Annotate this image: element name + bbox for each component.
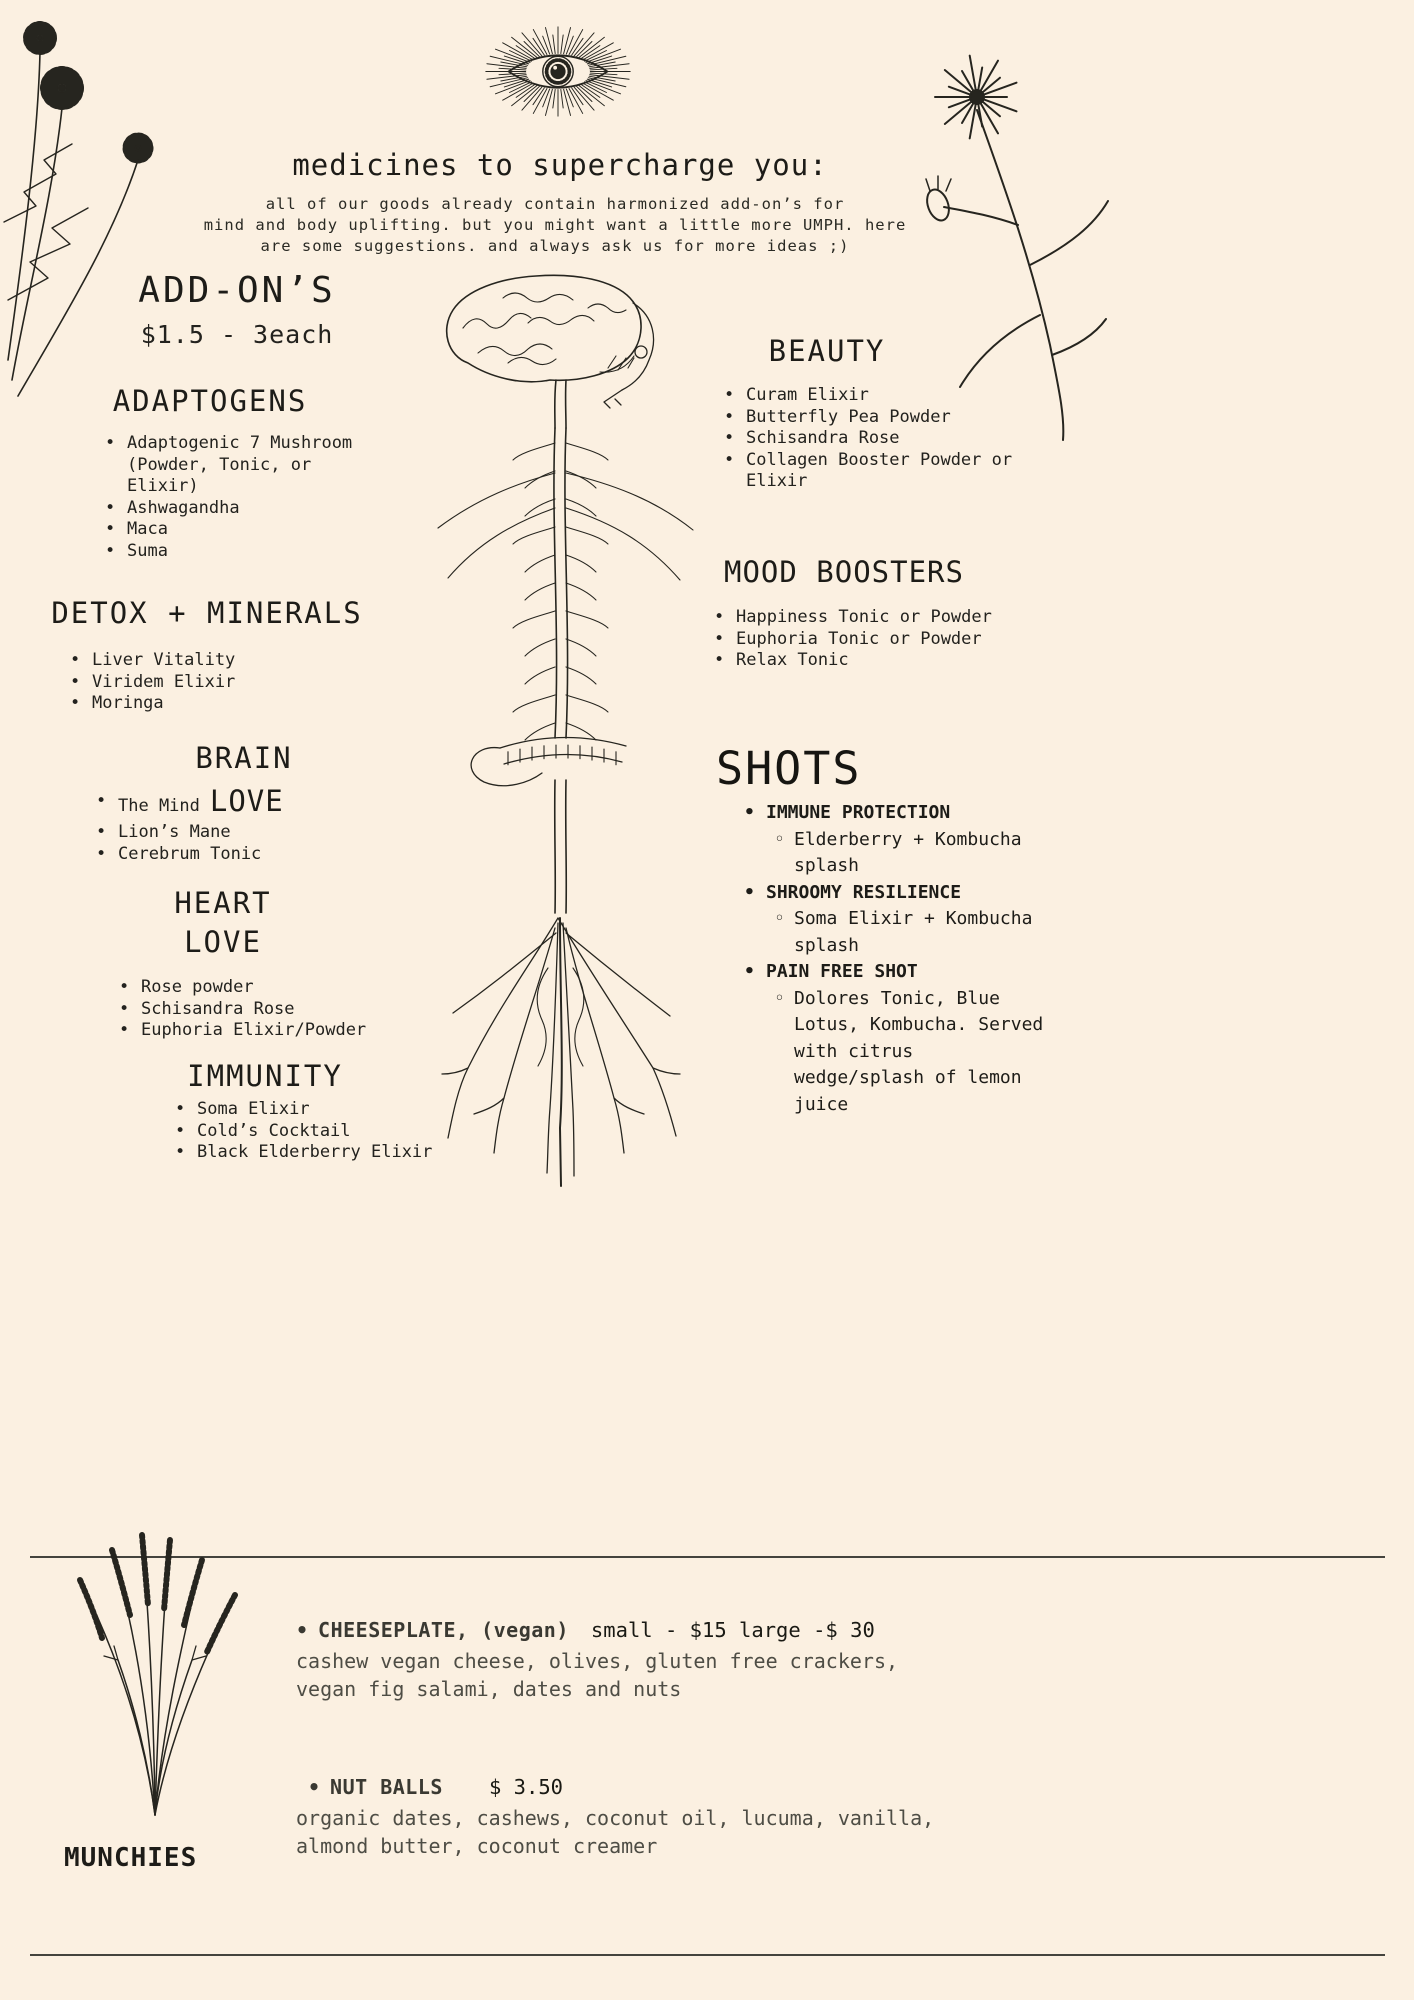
- list-item: • Ashwagandha: [103, 498, 391, 520]
- all-seeing-eye-icon: [482, 24, 634, 119]
- section-title-beauty: BEAUTY: [768, 334, 886, 368]
- list-item: • Lion’s Mane: [94, 822, 284, 844]
- shots-list: [744, 800, 1046, 1118]
- intro-paragraph: [170, 194, 940, 257]
- herb-plant-icon: [50, 1520, 260, 1820]
- munchies-item-desc: organic dates, cashews, coconut oil, lucuma, vanilla, almond butter, coconut creamer: [296, 1806, 935, 1858]
- munchies-item-price: small - $15 large -$ 30: [590, 1618, 875, 1642]
- addons-price: $1.5 - 3each: [140, 320, 334, 349]
- detox-list: [68, 650, 235, 715]
- mood-list: [712, 607, 992, 672]
- intro-line: mind and body uplifting. but you might want a little more UMPH. here: [203, 216, 907, 234]
- brain-list: [94, 786, 284, 865]
- list-item: • Moringa: [68, 693, 235, 715]
- list-item: • Collagen Booster Powder or Elixir: [722, 450, 1020, 493]
- list-item: • Schisandra Rose: [722, 428, 1020, 450]
- munchies-item-name: CHEESEPLATE, (vegan): [318, 1618, 569, 1642]
- bullet-icon: •: [308, 1775, 321, 1799]
- section-title-heart-love: LOVE: [184, 925, 262, 959]
- munchies-item-header: [296, 1618, 941, 1642]
- list-item: • Suma: [103, 541, 391, 563]
- list-item: • Schisandra Rose: [117, 999, 366, 1021]
- section-title-shots: SHOTS: [716, 742, 862, 795]
- list-item: • Soma Elixir: [173, 1099, 432, 1121]
- munchies-item-price: $ 3.50: [488, 1775, 564, 1799]
- list-item: • Happiness Tonic or Powder: [712, 607, 992, 629]
- list-item: • Euphoria Tonic or Powder: [712, 629, 992, 651]
- list-item: • Viridem Elixir: [68, 672, 235, 694]
- shot-item: [744, 800, 1046, 880]
- immunity-list: [173, 1099, 432, 1164]
- brain-spine-illustration-icon: [408, 268, 723, 1198]
- shot-name: • PAIN FREE SHOT: [766, 961, 918, 982]
- list-item: • Curam Elixir: [722, 385, 1020, 407]
- list-item-text: The Mind: [118, 796, 200, 816]
- section-title-adaptogens: ADAPTOGENS: [112, 384, 308, 418]
- section-title-immunity: IMMUNITY: [187, 1059, 343, 1093]
- intro-line: all of our goods already contain harmonized add-on’s for: [265, 195, 845, 213]
- munchies-item-desc: cashew vegan cheese, olives, gluten free crackers, vegan fig salami, dates and nuts: [296, 1649, 899, 1701]
- shot-item: [744, 959, 1046, 1118]
- shot-desc: ◦ Dolores Tonic, Blue Lotus, Kombucha. Served with citrus wedge/splash of lemon juice: [766, 986, 1046, 1119]
- shot-item: [744, 880, 1046, 960]
- brain-love-word: LOVE: [209, 784, 284, 818]
- bullet-icon: •: [296, 1618, 309, 1642]
- shot-name: • SHROOMY RESILIENCE: [766, 881, 962, 903]
- addons-title: ADD-ON’S: [138, 270, 336, 311]
- section-title-heart: HEART: [174, 886, 272, 920]
- munchies-title: MUNCHIES: [64, 1843, 198, 1873]
- munchies-item-cheeseplate: [296, 1618, 941, 1703]
- divider-line: [30, 1954, 1385, 1956]
- list-item: • Cold’s Cocktail: [173, 1121, 432, 1143]
- list-item: • Black Elderberry Elixir: [173, 1142, 432, 1164]
- adaptogens-list: [103, 433, 391, 562]
- list-item: • Rose powder: [117, 977, 366, 999]
- list-item: • Maca: [103, 519, 391, 541]
- list-item: • Liver Vitality: [68, 650, 235, 672]
- list-item: • Butterfly Pea Powder: [722, 407, 1020, 429]
- section-title-detox: DETOX + MINERALS: [51, 596, 363, 630]
- list-item: • Adaptogenic 7 Mushroom (Powder, Tonic, or Elixir): [103, 433, 391, 498]
- list-item: • Relax Tonic: [712, 650, 992, 672]
- section-title-mood: MOOD BOOSTERS: [724, 555, 964, 589]
- list-item: • Cerebrum Tonic: [94, 844, 284, 866]
- section-title-brain: BRAIN: [195, 741, 293, 775]
- munchies-item-nutballs: [296, 1775, 941, 1860]
- page-title: medicines to supercharge you:: [292, 148, 828, 182]
- shot-desc: ◦ Soma Elixir + Kombucha splash: [766, 906, 1046, 959]
- shot-desc: ◦ Elderberry + Kombucha splash: [766, 827, 1046, 880]
- beauty-list: [722, 385, 1020, 493]
- intro-line: are some suggestions. and always ask us for more ideas ;): [260, 237, 850, 255]
- shot-name: • IMMUNE PROTECTION: [766, 802, 951, 823]
- heart-list: [117, 977, 366, 1042]
- munchies-item-name: NUT BALLS: [330, 1775, 443, 1799]
- list-item: • Euphoria Elixir/Powder: [117, 1020, 366, 1042]
- munchies-item-header: [296, 1775, 941, 1799]
- list-item: [94, 786, 284, 822]
